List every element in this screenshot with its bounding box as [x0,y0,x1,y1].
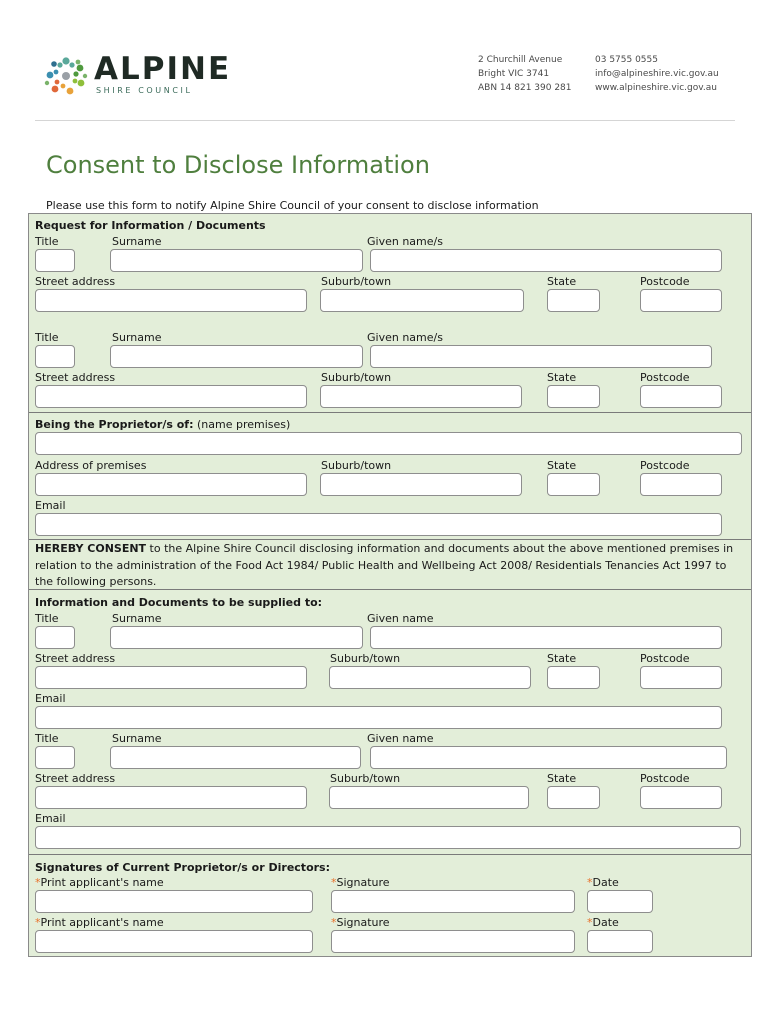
street-label: Street address [35,371,116,384]
requester-2-street-input[interactable] [35,385,307,408]
street-label: Street address [35,275,116,288]
state-label: State [547,652,577,665]
logo-subtitle: SHIRE COUNCIL [96,86,193,95]
requester-1-street-input[interactable] [35,289,307,312]
street-label: Street address [35,652,116,665]
requester-2-title-input[interactable] [35,345,75,368]
intro-text: Please use this form to notify Alpine Shire Council of your consent to disclose information [46,199,539,212]
surname-label: Surname [112,331,162,344]
recipient-2-state-input[interactable] [547,786,600,809]
address-line: Bright VIC 3741 [478,69,550,79]
print-name-label-text: Print applicant's name [40,876,164,889]
consent-bold: HEREBY CONSENT [35,542,147,555]
recipient-1-state-input[interactable] [547,666,600,689]
signature-label-text: Signature [336,916,390,929]
title-label: Title [35,235,59,248]
recipient-1-given-name-input[interactable] [370,626,722,649]
email-label: Email [35,812,66,825]
premises-suburb-input[interactable] [320,473,522,496]
required-mark: * [35,916,41,929]
applicant-2-name-input[interactable] [35,930,313,953]
surname-label: Surname [112,732,162,745]
email-label: Email [35,499,66,512]
requester-1-postcode-input[interactable] [640,289,722,312]
applicant-1-date-input[interactable] [587,890,653,913]
state-label: State [547,371,577,384]
suburb-label: Suburb/town [330,652,401,665]
postcode-label: Postcode [640,275,690,288]
recipient-1-title-input[interactable] [35,626,75,649]
requester-2-postcode-input[interactable] [640,385,722,408]
council-contact [595,53,719,95]
proprietor-heading [35,418,290,431]
snowflake-logo-icon [42,54,90,98]
recipient-2-given-name-input[interactable] [370,746,727,769]
title-label: Title [35,612,59,625]
requester-2-surname-input[interactable] [110,345,363,368]
applicant-1-name-input[interactable] [35,890,313,913]
premises-email-input[interactable] [35,513,722,536]
state-label: State [547,772,577,785]
required-mark: * [331,916,337,929]
council-address [478,53,572,95]
requester-1-suburb-input[interactable] [320,289,524,312]
requester-2-state-input[interactable] [547,385,600,408]
print-name-label [35,916,164,929]
premises-address-input[interactable] [35,473,307,496]
recipient-2-street-input[interactable] [35,786,307,809]
recipient-1-postcode-input[interactable] [640,666,722,689]
recipient-2-email-input[interactable] [35,826,741,849]
section-divider [29,412,751,413]
surname-label: Surname [112,612,162,625]
date-label-text: Date [592,916,619,929]
suburb-label: Suburb/town [321,275,392,288]
street-label: Street address [35,772,116,785]
address-premises-label: Address of premises [35,459,147,472]
suburb-label: Suburb/town [330,772,401,785]
page-title: Consent to Disclose Information [46,151,430,179]
title-label: Title [35,732,59,745]
section-divider [29,589,751,590]
date-label [587,916,619,929]
postcode-label: Postcode [640,652,690,665]
email-line: info@alpineshire.vic.gov.au [595,69,719,79]
given-names-label: Given name/s [367,235,443,248]
surname-label: Surname [112,235,162,248]
phone-line: 03 5755 0555 [595,55,658,65]
requester-2-suburb-input[interactable] [320,385,522,408]
requester-1-title-input[interactable] [35,249,75,272]
recipient-2-surname-input[interactable] [110,746,361,769]
requester-2-given-names-input[interactable] [370,345,712,368]
abn-line: ABN 14 821 390 281 [478,83,572,93]
given-name-label: Given name [367,732,434,745]
requester-1-state-input[interactable] [547,289,600,312]
premises-state-input[interactable] [547,473,600,496]
required-mark: * [587,876,593,889]
date-label-text: Date [592,876,619,889]
website-line: www.alpineshire.vic.gov.au [595,83,717,93]
signature-label [331,916,390,929]
consent-text: to the Alpine Shire Council disclosing information and documents about the above mentioned premises in relation to the administration of the Food Act 1984/ Public Health and Wellbeing Act 2008/ Residentials Tenancies Act 1997 to the following persons. [35,542,734,588]
required-mark: * [35,876,41,889]
recipient-2-suburb-input[interactable] [329,786,529,809]
postcode-label: Postcode [640,371,690,384]
supplied-heading: Information and Documents to be supplied to: [35,596,323,609]
applicant-1-signature-input[interactable] [331,890,575,913]
given-name-label: Given name [367,612,434,625]
suburb-label: Suburb/town [321,371,392,384]
proprietor-hint: (name premises) [196,418,291,431]
required-mark: * [587,916,593,929]
header-divider [35,120,735,121]
applicant-2-signature-input[interactable] [331,930,575,953]
postcode-label: Postcode [640,772,690,785]
requester-1-surname-input[interactable] [110,249,363,272]
requester-1-given-names-input[interactable] [370,249,722,272]
signatures-heading: Signatures of Current Proprietor/s or Directors: [35,861,330,874]
recipient-1-surname-input[interactable] [110,626,363,649]
title-label: Title [35,331,59,344]
state-label: State [547,275,577,288]
recipient-2-title-input[interactable] [35,746,75,769]
proprietor-heading-bold: Being the Proprietor/s of: [35,418,194,431]
postcode-label: Postcode [640,459,690,472]
print-name-label-text: Print applicant's name [40,916,164,929]
suburb-label: Suburb/town [321,459,392,472]
state-label: State [547,459,577,472]
recipient-1-street-input[interactable] [35,666,307,689]
premises-postcode-input[interactable] [640,473,722,496]
consent-statement [35,541,747,591]
print-name-label [35,876,164,889]
section-divider [29,539,751,540]
consent-form [28,213,752,957]
email-label: Email [35,692,66,705]
given-names-label: Given name/s [367,331,443,344]
section-divider [29,854,751,855]
premises-name-input[interactable] [35,432,742,455]
applicant-2-date-input[interactable] [587,930,653,953]
logo-wordmark: ALPINE [94,51,232,87]
recipient-1-email-input[interactable] [35,706,722,729]
council-logo [42,52,262,102]
date-label [587,876,619,889]
recipient-1-suburb-input[interactable] [329,666,531,689]
signature-label-text: Signature [336,876,390,889]
signature-label [331,876,390,889]
request-heading: Request for Information / Documents [35,219,266,232]
recipient-2-postcode-input[interactable] [640,786,722,809]
address-line: 2 Churchill Avenue [478,55,563,65]
required-mark: * [331,876,337,889]
